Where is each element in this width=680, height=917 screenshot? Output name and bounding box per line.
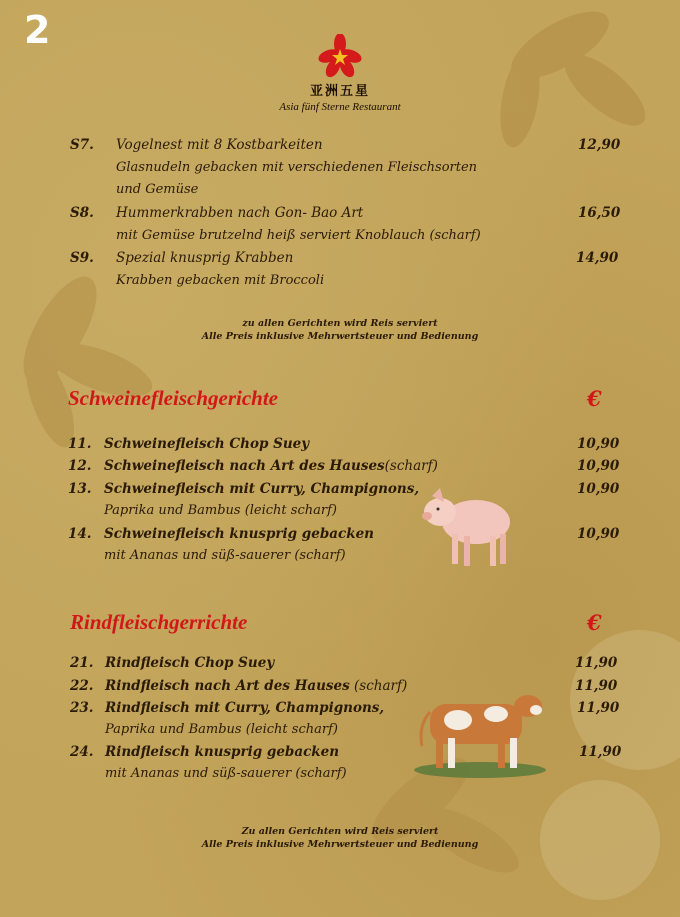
- flower-decoration-left: [9, 266, 158, 453]
- item-name: Schweinefleisch nach Art des Hauses: [104, 458, 385, 474]
- item-code: 24.: [70, 744, 94, 760]
- item-suffix: (scharf): [384, 458, 438, 474]
- item-code: S9.: [70, 250, 94, 266]
- item-name: Spezial knusprig Krabben: [116, 250, 294, 266]
- chinese-restaurant-name: 亚洲五星: [309, 84, 370, 99]
- section-title-beef: Rindfleischgerrichte: [70, 610, 248, 634]
- item-code: S7.: [70, 137, 94, 153]
- restaurant-name: Asia fünf Sterne Restaurant: [279, 101, 401, 113]
- currency-symbol: €: [587, 610, 602, 635]
- item-code: 22.: [70, 678, 94, 694]
- menu-item-s7: [70, 137, 94, 153]
- item-name: Schweinefleisch mit Curry, Champignons,: [104, 481, 420, 497]
- item-price: 10,90: [577, 458, 620, 474]
- price-note: Alle Preis inklusive Mehrwertsteuer und Bedienung: [201, 331, 479, 342]
- item-price: 10,90: [577, 526, 620, 542]
- item-price: 10,90: [577, 436, 620, 452]
- flower-decoration-top-right: [494, 0, 656, 150]
- item-name: Vogelnest mit 8 Kostbarkeiten: [116, 137, 323, 153]
- item-name: Rindfleisch knusprig gebacken: [105, 744, 340, 760]
- item-code: 14.: [68, 526, 92, 542]
- star-flower-logo: [310, 34, 370, 78]
- rice-note: Zu allen Gerichten wird Reis serviert: [241, 826, 439, 837]
- item-name: Schweinefleisch Chop Suey: [104, 436, 310, 452]
- item-price: 11,90: [575, 655, 618, 671]
- cow-image: [410, 686, 550, 778]
- item-description: mit Ananas und süß-sauerer (scharf): [104, 548, 346, 563]
- price-note: Alle Preis inklusive Mehrwertsteuer und Bedienung: [201, 839, 479, 850]
- item-price: 11,90: [575, 678, 618, 694]
- item-description: Paprika und Bambus (leicht scharf): [104, 503, 337, 518]
- item-code: 12.: [68, 458, 92, 474]
- item-price: 14,90: [576, 250, 619, 266]
- section-title-pork: Schweinefleischgerichte: [68, 386, 278, 410]
- item-name: Rindfleisch mit Curry, Champignons,: [105, 700, 385, 716]
- item-description: Krabben gebacken mit Broccoli: [116, 273, 325, 288]
- page-number: 2: [24, 8, 51, 52]
- item-description: Paprika und Bambus (leicht scharf): [105, 722, 338, 737]
- item-name: Hummerkrabben nach Gon- Bao Art: [116, 205, 364, 221]
- item-price: 11,90: [577, 700, 620, 716]
- item-description: mit Ananas und süß-sauerer (scharf): [105, 766, 347, 781]
- item-description: mit Gemüse brutzelnd heiß serviert Knoblauch (scharf): [116, 228, 481, 243]
- item-code: 11.: [68, 436, 92, 452]
- item-name: Rindfleisch nach Art des Hauses: [105, 678, 350, 694]
- menu-item-s9: [70, 250, 94, 266]
- item-code: 13.: [68, 481, 92, 497]
- item-code: 23.: [70, 700, 94, 716]
- currency-symbol: €: [587, 386, 602, 411]
- item-price: 11,90: [579, 744, 622, 760]
- item-code: 21.: [70, 655, 94, 671]
- item-price: 10,90: [577, 481, 620, 497]
- item-description: und Gemüse: [116, 182, 199, 197]
- pig-image: [418, 482, 518, 572]
- item-name: Rindfleisch Chop Suey: [105, 655, 275, 671]
- item-suffix: (scharf): [354, 678, 408, 694]
- item-name: Schweinefleisch knusprig gebacken: [104, 526, 374, 542]
- menu-item-22: [105, 678, 407, 694]
- item-description: Glasnudeln gebacken mit verschiedenen Fleischsorten: [116, 160, 478, 175]
- menu-item-s8: [70, 205, 94, 221]
- rice-note: zu allen Gerichten wird Reis serviert: [242, 318, 438, 329]
- item-code: S8.: [70, 205, 94, 221]
- item-price: 16,50: [578, 205, 621, 221]
- menu-item-12: [104, 458, 438, 474]
- item-price: 12,90: [578, 137, 621, 153]
